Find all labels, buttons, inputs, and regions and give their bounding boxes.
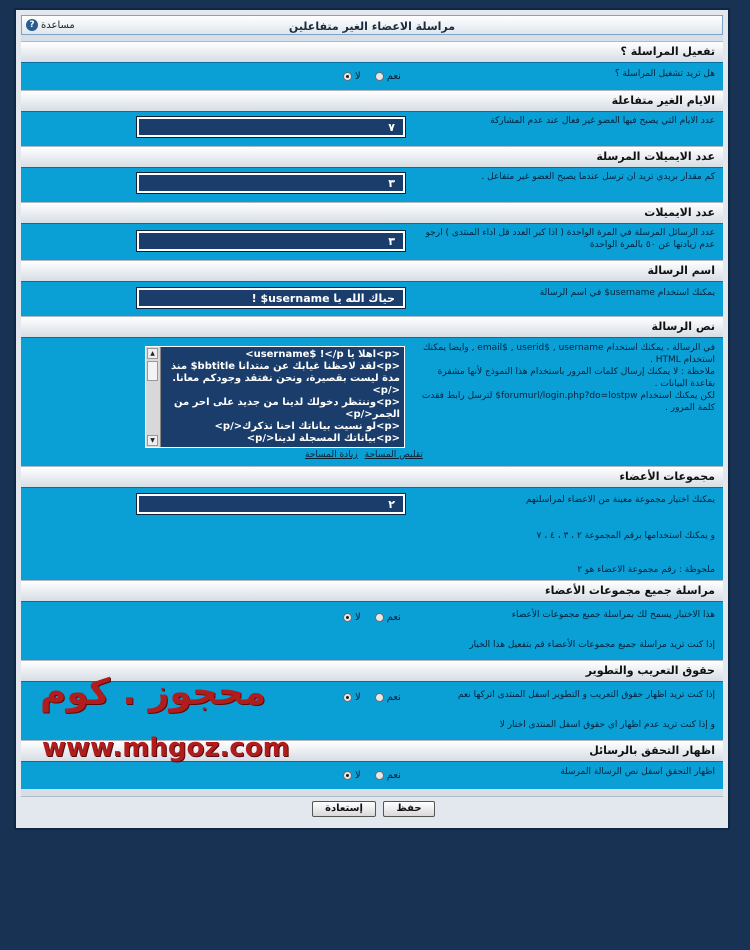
setting-description: هل تريد تشغيل المراسلة ؟ <box>614 69 715 79</box>
radio-no[interactable] <box>343 613 352 622</box>
section-body <box>21 337 723 466</box>
radio-yes-label: نعم <box>386 692 401 703</box>
help-label: مساعدة <box>41 19 75 31</box>
setting-description <box>415 342 715 414</box>
description-line: يمكنك اختيار مجموعة معينة من الاعضاء لمراسلتهم <box>525 495 715 505</box>
enable-radio-group <box>343 71 401 82</box>
description-line: ملاحظة : لا يمكنك إرسال كلمات المرور باستخدام هذا النموذج لأنها مشفرة بقاعدة البيانات . <box>437 367 715 389</box>
radio-no-label: لا <box>355 612 361 623</box>
description-line: هذا الاختيار يسمح لك بمراسلة جميع مجموعات الأعضاء <box>511 610 715 620</box>
description-line: في الرسالة ، يمكنك استخدام email$ , userid$ , username , وايضا يمكنك استخدام HTML . <box>422 343 715 365</box>
radio-no[interactable] <box>343 693 352 702</box>
textarea-line: <p>اهلا يا username$ !</p> <box>245 349 400 360</box>
all-groups-radio-group <box>343 612 401 623</box>
section-all-groups <box>21 580 723 660</box>
section-heading: اظهار التحقق بالرسائل <box>21 740 723 761</box>
watermark-arabic: محجوز . كوم <box>40 672 267 713</box>
setting-description <box>415 689 715 731</box>
section-heading: اسم الرسالة <box>21 260 723 281</box>
section-groups <box>21 466 723 580</box>
section-heading: حقوق التعريب والتطوير <box>21 660 723 681</box>
radio-yes[interactable] <box>375 771 384 780</box>
setting-description <box>415 609 715 651</box>
scroll-down-icon[interactable]: ▼ <box>147 435 158 446</box>
radio-yes[interactable] <box>375 693 384 702</box>
section-heading: مجموعات الأعضاء <box>21 466 723 487</box>
enlarge-link[interactable]: زيادة المساحة <box>305 450 358 460</box>
radio-no-label: لا <box>355 692 361 703</box>
scroll-thumb[interactable] <box>147 361 158 381</box>
message-name-input[interactable]: حياك الله يا username$ ! <box>137 288 405 308</box>
section-heading: نص الرسالة <box>21 316 723 337</box>
section-body <box>21 62 723 90</box>
radio-yes[interactable] <box>375 72 384 81</box>
textarea-line: <p>لقد لاحظنا غيابك عن منتدانا bbtitle$ منذ مدة ليست بقصيرة، ونحن نفتقد وجودكم معانا.</p> <box>171 361 400 396</box>
radio-no[interactable] <box>343 72 352 81</box>
section-message-name <box>21 260 723 316</box>
section-heading: عدد الايميلات المرسلة <box>21 146 723 167</box>
watermark-url: www.mhgoz.com <box>42 733 290 763</box>
textarea-line: <p>لو نسيت بياناتك احنا نذكرك</p> <box>214 421 400 432</box>
textarea-scrollbar[interactable] <box>146 347 161 447</box>
page-title: مراسلة الاعضاء الغير متفاعلين <box>288 20 456 33</box>
verify-radio-group <box>343 770 401 781</box>
question-icon: ? <box>26 19 38 31</box>
radio-yes-label: نعم <box>386 612 401 623</box>
save-button[interactable]: حفظ <box>383 801 435 817</box>
description-line: و إذا كنت تريد عدم اظهار اي حقوق اسفل المنتدى اختار لا <box>499 720 715 730</box>
radio-yes-label: نعم <box>386 71 401 82</box>
description-line: لكن يمكنك استخدام forumurl/login.php?do=lostpw$ لترسل رابط فقدت كلمة المرور . <box>421 391 715 413</box>
description-line: و يمكنك استخدامها برقم المجموعة ٢ ، ٣ ، ٤ ، ٧ <box>536 531 715 541</box>
groups-input[interactable]: ٢ <box>137 494 405 514</box>
sent-emails-input[interactable]: ٣ <box>137 173 405 193</box>
radio-yes-label: نعم <box>386 770 401 781</box>
window-titlebar <box>21 15 723 35</box>
description-line: إذا كنت تريد مراسلة جميع مجموعات الأعضاء قم بتفعيل هذا الخيار <box>469 640 715 650</box>
radio-yes[interactable] <box>375 613 384 622</box>
reset-button[interactable]: إستعادة <box>312 801 376 817</box>
message-textarea[interactable] <box>145 346 405 448</box>
description-line: ملحوظة : رقم مجموعة الاعضاء هو ٢ <box>577 565 715 575</box>
section-body <box>21 111 723 146</box>
setting-description: يمكنك استخدام username$ في اسم الرسالة <box>539 288 715 298</box>
section-heading: عدد الايميلات <box>21 202 723 223</box>
section-body <box>21 601 723 660</box>
section-body <box>21 223 723 260</box>
radio-no[interactable] <box>343 771 352 780</box>
section-body <box>21 167 723 202</box>
setting-description: عدد الايام التي يصبح فيها العضو غير فعال عند عدم المشاركة <box>490 116 715 126</box>
setting-description: كم مقدار بريدي تريد ان ترسل عندما يصبح العضو غير متفاعل . <box>481 172 715 182</box>
section-body <box>21 761 723 789</box>
section-enable <box>21 41 723 90</box>
radio-no-label: لا <box>355 71 361 82</box>
textarea-line: <p>بياناتك المسجلة لدينا</p> <box>246 433 400 444</box>
setting-description <box>415 494 715 576</box>
textarea-resize-links <box>301 450 423 460</box>
description-line: إذا كنت تريد اظهار حقوق التعريب و التطوير اسفل المنتدى اتركها نعم <box>457 690 715 700</box>
rights-radio-group <box>343 692 401 703</box>
setting-description: اظهار التحقق اسفل نص الرسالة المرسلة <box>560 767 715 777</box>
section-body <box>21 487 723 580</box>
section-days <box>21 90 723 146</box>
section-sent-emails <box>21 146 723 202</box>
form-footer <box>21 796 723 823</box>
section-heading: الايام الغير متفاعلة <box>21 90 723 111</box>
shrink-link[interactable]: تقليص المساحة <box>364 450 423 460</box>
section-emails <box>21 202 723 260</box>
section-heading: تفعيل المراسلة ؟ <box>21 41 723 62</box>
days-input[interactable]: ٧ <box>137 117 405 137</box>
section-body <box>21 281 723 316</box>
emails-input[interactable]: ٣ <box>137 231 405 251</box>
section-message-text <box>21 316 723 466</box>
scroll-up-icon[interactable]: ▲ <box>147 348 158 359</box>
radio-no-label: لا <box>355 770 361 781</box>
section-heading: مراسلة جميع مجموعات الأعضاء <box>21 580 723 601</box>
setting-description: عدد الرسائل المرسلة في المرة الواحدة ( اذا كبر العدد قل اداء المنتدى ) ارجو عدم زيادتها عن ٥٠ بالمرة الواحدة <box>425 228 715 250</box>
textarea-line: <p>وننتظر دخولك لدينا من جديد على احر من الجمر</p> <box>174 397 400 420</box>
textarea-content <box>162 349 400 445</box>
